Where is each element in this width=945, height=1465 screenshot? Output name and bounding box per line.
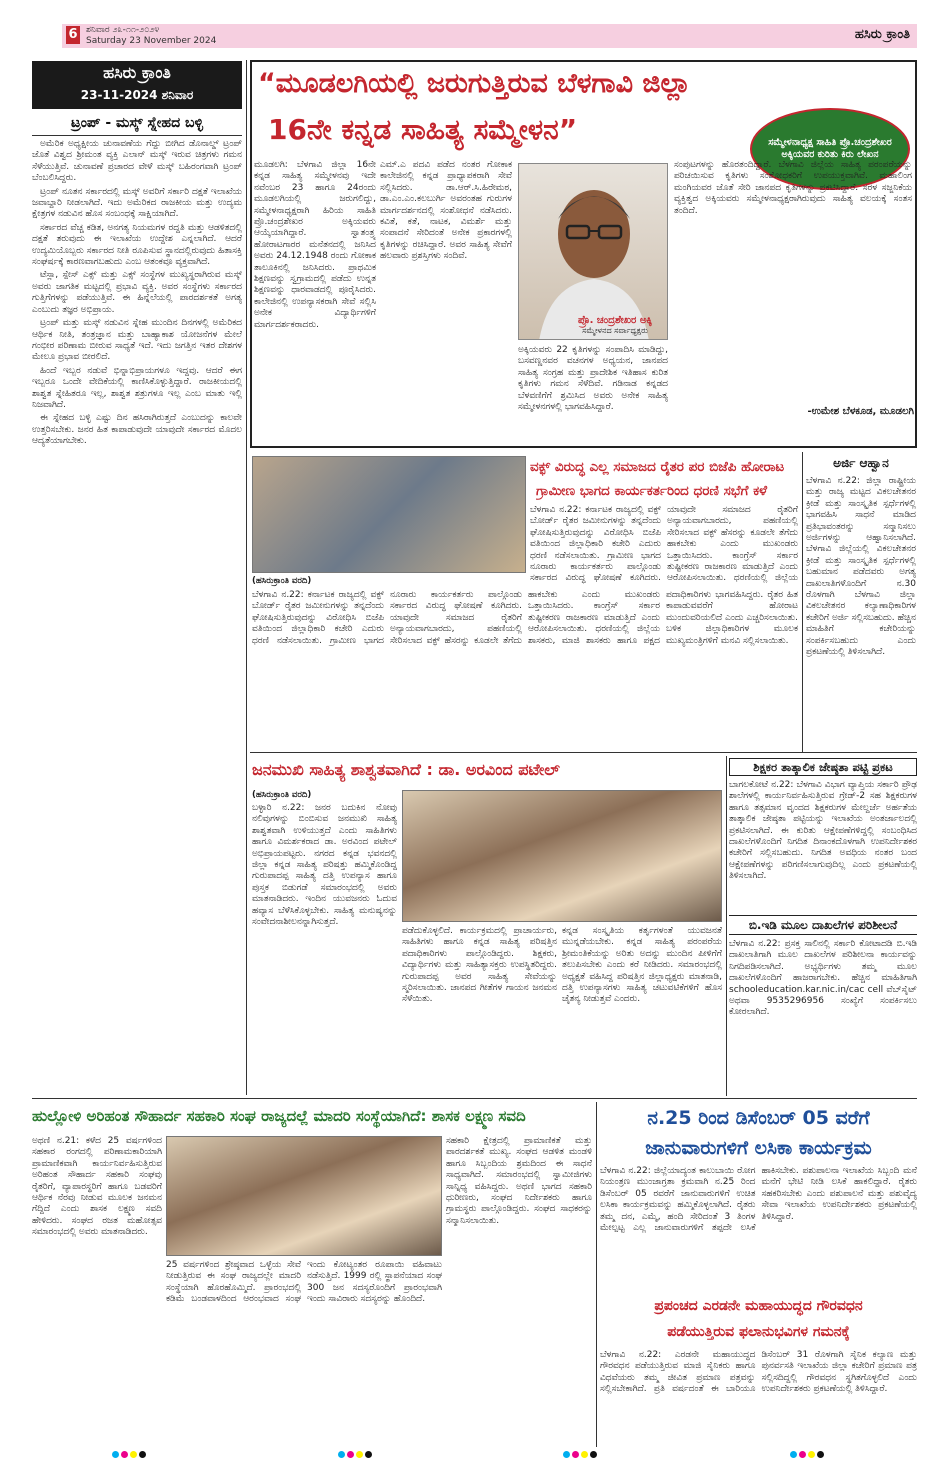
masthead-title: ಹಸಿರು ಕ್ರಾಂತಿ [103,63,171,82]
lasika-title-line1: ನ.25 ರಿಂದ ಡಿಸೆಂಬರ್ 05 ವರೆಗೆ [647,1107,870,1129]
column-divider [596,1102,597,1447]
lead-byline: -ಉಮೇಶ ಬೆಳಕೂಡ, ಮೂಡಲಗಿ [807,406,914,417]
bed-body: ಬೆಳಗಾವಿ ನ.22: ಪ್ರಸಕ್ತ ಸಾಲಿನಲ್ಲಿ ಸರ್ಕಾರಿ ಕೋಟಾದಡಿ ಬಿ.ಇಡಿ ದಾಖಲಾತಿಗಾಗಿ ಮೂಲ ದಾಖಲೆಗಳ ಪರಿಶೀಲನಾ ಕಾರ್ಯವನ್ನು ನಿಗದಿಪಡಿಸಲಾಗಿದೆ. ಅಭ್ಯರ್ಥಿಗಳು ತಮ್ಮ ಮೂಲ ದಾಖಲೆಗಳೊಂದಿಗೆ ಹಾಜರಾಗಬೇಕು. ಹೆಚ್ಚಿನ ಮಾಹಿತಿಗಾಗಿ schooleducation.kar.nic.in/cac cell ವೆಬ್‌ಸೈಟ್ ಅಥವಾ 9535296956 ಸಂಖ್ಯೆಗೆ ಸಂಪರ್ಕಿಸಲು ಕೋರಲಾಗಿದೆ. [729,939,917,1018]
column-divider [726,756,727,1096]
lasika-body: ಬೆಳಗಾವಿ ನ.22: ಜಿಲ್ಲೆಯಾದ್ಯಂತ ಕಾಲುಬಾಯಿ ರೋಗ ನಿಯಂತ್ರಣ ಮುಂಜಾಗ್ರತಾ ಕ್ರಮವಾಗಿ ನ.25 ರಿಂದ ಡಿಸೆಂಬರ್ 05 ರವರೆಗೆ ಜಾನುವಾರುಗಳಿಗೆ ಉಚಿತ ಲಸಿಕಾ ಕಾರ್ಯಕ್ರಮವನ್ನು ಹಮ್ಮಿಕೊಳ್ಳಲಾಗಿದೆ. ರೈತರು ತಮ್ಮ ದನ, ಎಮ್ಮೆ, ಹಂದಿ ಸೇರಿದಂತೆ 3 ತಿಂಗಳ ಮೇಲ್ಪಟ್ಟ ಎಲ್ಲ ಜಾನುವಾರುಗಳಿಗೆ ತಪ್ಪದೇ ಲಸಿಕೆ ಹಾಕಿಸಬೇಕು. ಪಶುಪಾಲನಾ ಇಲಾಖೆಯ ಸಿಬ್ಬಂದಿ ಮನೆ ಮನೆಗೆ ಭೇಟಿ ನೀಡಿ ಲಸಿಕೆ ಹಾಕಲಿದ್ದಾರೆ. ರೈತರು ಸಹಕರಿಸಬೇಕು ಎಂದು ಪಶುಪಾಲನೆ ಮತ್ತು ಪಶುವೈದ್ಯ ಸೇವಾ ಇಲಾಖೆಯ ಉಪನಿರ್ದೇಶಕರು ಪ್ರಕಟಣೆಯಲ್ಲಿ ತಿಳಿಸಿದ್ದಾರೆ. [600,1166,917,1234]
masthead-date: 23-11-2024 ಶನಿವಾರ [80,88,194,102]
editorial-para: ಹಿಂದೆ ಇಬ್ಬರ ನಡುವೆ ಭಿನ್ನಾಭಿಪ್ರಾಯಗಳೂ ಇದ್ದವು. ಆದರೆ ಈಗ ಇಬ್ಬರೂ ಒಂದೇ ವೇದಿಕೆಯಲ್ಲಿ ಕಾಣಿಸಿಕೊಳ್ಳುತ್ತಿದ್ದಾರೆ. ರಾಜಕೀಯದಲ್ಲಿ ಶಾಶ್ವತ ಸ್ನೇಹಿತರೂ ಇಲ್ಲ, ಶಾಶ್ವತ ಶತ್ರುಗಳೂ ಇಲ್ಲ ಎಂಬ ಮಾತು ಇಲ್ಲಿ ನಿಜವಾಗಿದೆ. [32,365,242,410]
sahitya-col-3: ಕನ್ನಡ ಸಂಸ್ಕೃತಿಯ ಕರ್ತೃಗಳಂತೆ ಯುವಜನತೆ ಮುನ್ನಡೆಯಬೇಕು. ಕನ್ನಡ ಸಾಹಿತ್ಯ ಪರಂಪರೆಯ ಶ್ರೀಮಂತಿಕೆಯನ್ನು ಅರಿತು ಅದನ್ನು ಮುಂದಿನ ಪೀಳಿಗೆಗೆ ತಲುಪಿಸಬೇಕು ಎಂದು ಕರೆ ನೀಡಿದರು. ಸಮಾರಂಭದಲ್ಲಿ ಅಧ್ಯಕ್ಷತೆ ವಹಿಸಿದ್ದ ಪರಿಷತ್ತಿನ ಜಿಲ್ಲಾಧ್ಯಕ್ಷರು ಮಾತನಾಡಿ, ದತ್ತಿ ಉಪನ್ಯಾಸಗಳು ಸಾಹಿತ್ಯ ಚಟುವಟಿಕೆಗಳಿಗೆ ಹೊಸ ಚೈತನ್ಯ ನೀಡುತ್ತವೆ ಎಂದರು. [562,926,722,1005]
hallolli-col-1: ಅಥಣಿ ನ.21: ಕಳೆದ 25 ವರ್ಷಗಳಿಂದ ಸಹಕಾರ ರಂಗದಲ್ಲಿ ಪರಿಣಾಮಕಾರಿಯಾಗಿ ಪ್ರಾಮಾಣಿಕವಾಗಿ ಕಾರ್ಯನಿರ್ವಹಿಸುತ್ತಿರುವ ಅರಿಹಂತ ಸೌಹಾರ್ದ ಸಹಕಾರಿ ಸಂಘವು ರೈತರಿಗೆ, ವ್ಯಾಪಾರಸ್ಥರಿಗೆ ಹಾಗೂ ಬಡವರಿಗೆ ಆರ್ಥಿಕ ನೆರವು ನೀಡುವ ಮೂಲಕ ಜನಮನ ಗೆದ್ದಿದೆ ಎಂದು ಶಾಸಕ ಲಕ್ಷ್ಮಣ ಸವದಿ ಹೇಳಿದರು. ಸಂಘದ ರಜತ ಮಹೋತ್ಸವ ಸಮಾರಂಭದಲ್ಲಿ ಅವರು ಮಾತನಾಡಿದರು. [32,1136,162,1238]
lead-photo-caption [560,315,670,345]
war-title-line2: ಪಡೆಯುತ್ತಿರುವ ಫಲಾನುಭವಿಗಳ ಗಮನಕ್ಕೆ [667,1324,850,1340]
lasika-title-line2: ಜಾನುವಾರುಗಳಿಗೆ ಲಸಿಕಾ ಕಾರ್ಯಕ್ರಮ [645,1137,872,1159]
lead-author-photo [518,163,668,340]
editorial-para: ಈ ಸ್ನೇಹದ ಬಳ್ಳಿ ಎಷ್ಟು ದಿನ ಹಸಿರಾಗಿರುತ್ತದೆ ಎಂಬುದನ್ನು ಕಾಲವೇ ಉತ್ತರಿಸಬೇಕು. ಜನರ ಹಿತ ಕಾಪಾಡುವುದೇ ಯಾವುದೇ ಸರ್ಕಾರದ ಮೊದಲ ಆದ್ಯತೆಯಾಗಬೇಕು. [32,413,242,447]
bjp-body: ಬೆಳಗಾವಿ ನ.22: ಕರ್ನಾಟಕ ರಾಜ್ಯದಲ್ಲಿ ವಕ್ಫ್ ಬೋರ್ಡ್ ರೈತರ ಜಮೀನುಗಳನ್ನು ತನ್ನದೆಂದು ಘೋಷಿಸುತ್ತಿರುವುದನ್ನು ವಿರೋಧಿಸಿ ಬಿಜೆಪಿ ವತಿಯಿಂದ ಜಿಲ್ಲಾಧಿಕಾರಿ ಕಚೇರಿ ಎದುರು ಧರಣಿ ನಡೆಸಲಾಯಿತು. ಗ್ರಾಮೀಣ ಭಾಗದ ನೂರಾರು ಕಾರ್ಯಕರ್ತರು ಪಾಲ್ಗೊಂಡು ಸರ್ಕಾರದ ವಿರುದ್ಧ ಘೋಷಣೆ ಕೂಗಿದರು. ಯಾವುದೇ ಸಮಾಜದ ರೈತರಿಗೆ ಅನ್ಯಾಯವಾಗಬಾರದು, ಪಹಣಿಯಲ್ಲಿ ಸೇರಿಸಲಾದ ವಕ್ಫ್ ಹೆಸರನ್ನು ಕೂಡಲೇ ತೆಗೆದು ಹಾಕಬೇಕು ಎಂದು ಮುಖಂಡರು ಒತ್ತಾಯಿಸಿದರು. ಕಾಂಗ್ರೆಸ್ ಸರ್ಕಾರ ತುಷ್ಟೀಕರಣ ರಾಜಕಾರಣ ಮಾಡುತ್ತಿದೆ ಎಂದು ಆರೋಪಿಸಲಾಯಿತು. ಧರಣಿಯಲ್ಲಿ ಜಿಲ್ಲೆಯ ಶಾಸಕರು, ಮಾಜಿ ಶಾಸಕರು ಹಾಗೂ ಪಕ್ಷದ ಪದಾಧಿಕಾರಿಗಳು ಭಾಗವಹಿಸಿದ್ದರು. ರೈತರ ಹಿತ ಕಾಪಾಡುವವರೆಗೆ ಹೋರಾಟ ಮುಂದುವರಿಯಲಿದೆ ಎಂದು ಎಚ್ಚರಿಸಲಾಯಿತು. ಬಳಿಕ ಜಿಲ್ಲಾಧಿಕಾರಿಗಳ ಮೂಲಕ ಮುಖ್ಯಮಂತ್ರಿಗಳಿಗೆ ಮನವಿ ಸಲ್ಲಿಸಲಾಯಿತು. [252,590,798,646]
sahitya-col-1: ಬಳ್ಳಾರಿ ನ.22: ಜನರ ಬದುಕಿನ ನೋವು ನಲಿವುಗಳನ್ನು ಬಿಂಬಿಸುವ ಜನಮುಖಿ ಸಾಹಿತ್ಯ ಶಾಶ್ವತವಾಗಿ ಉಳಿಯುತ್ತದೆ ಎಂದು ಸಾಹಿತಿಗಳು ಹಾಗೂ ವಿಮರ್ಶಕರಾದ ಡಾ. ಅರವಿಂದ ಪಟೇಲ್ ಅಭಿಪ್ರಾಯಪಟ್ಟರು. ನಗರದ ಕನ್ನಡ ಭವನದಲ್ಲಿ ಜಿಲ್ಲಾ ಕನ್ನಡ ಸಾಹಿತ್ಯ ಪರಿಷತ್ತು ಹಮ್ಮಿಕೊಂಡಿದ್ದ ಗುರುಪಾದಪ್ಪ ಸಾಹಿತ್ಯ ದತ್ತಿ ಉಪನ್ಯಾಸ ಹಾಗೂ ಪುಸ್ತಕ ಬಿಡುಗಡೆ ಸಮಾರಂಭದಲ್ಲಿ ಅವರು ಮಾತನಾಡಿದರು. ಇಂದಿನ ಯುವಜನರು ಓದುವ ಹವ್ಯಾಸ ಬೆಳೆಸಿಕೊಳ್ಳಬೇಕು. ಸಾಹಿತ್ಯ ಮನುಷ್ಯನನ್ನು ಸಂವೇದನಾಶೀಲನನ್ನಾಗಿಸುತ್ತದೆ. [252,803,397,928]
header-date-kn: ಶನಿವಾರ ೨೩-೧೧-೨೦೨೪ [86,25,160,35]
war-body: ಬೆಳಗಾವಿ ನ.22: ಎರಡನೇ ಮಹಾಯುದ್ಧದ ಗೌರವಧನ ಪಡೆಯುತ್ತಿರುವ ಮಾಜಿ ಸೈನಿಕರು ಹಾಗೂ ವಿಧವೆಯರು ತಮ್ಮ ಜೀವಿತ ಪ್ರಮಾಣ ಪತ್ರವನ್ನು ಸಲ್ಲಿಸಬೇಕಾಗಿದೆ. ಪ್ರತಿ ವರ್ಷದಂತೆ ಈ ಬಾರಿಯೂ ಡಿಸೆಂಬರ್ 31 ರೊಳಗಾಗಿ ಸೈನಿಕ ಕಲ್ಯಾಣ ಮತ್ತು ಪುನರ್ವಸತಿ ಇಲಾಖೆಯ ಜಿಲ್ಲಾ ಕಚೇರಿಗೆ ಪ್ರಮಾಣ ಪತ್ರ ಸಲ್ಲಿಸದಿದ್ದಲ್ಲಿ ಗೌರವಧನ ಸ್ಥಗಿತಗೊಳ್ಳಲಿದೆ ಎಂದು ಉಪನಿರ್ದೇಶಕರು ಪ್ರಕಟಣೆಯಲ್ಲಿ ತಿಳಿಸಿದ್ದಾರೆ. [600,1350,917,1395]
header-date-en: Saturday 23 November 2024 [86,36,217,46]
bjp-body-top-text: ಬೆಳಗಾವಿ ನ.22: ಕರ್ನಾಟಕ ರಾಜ್ಯದಲ್ಲಿ ವಕ್ಫ್ ಬೋರ್ಡ್ ರೈತರ ಜಮೀನುಗಳನ್ನು ತನ್ನದೆಂದು ಘೋಷಿಸುತ್ತಿರುವುದನ್ನು ವಿರೋಧಿಸಿ ಬಿಜೆಪಿ ವತಿಯಿಂದ ಜಿಲ್ಲಾಧಿಕಾರಿ ಕಚೇರಿ ಎದುರು ಧರಣಿ ನಡೆಸಲಾಯಿತು. ಗ್ರಾಮೀಣ ಭಾಗದ ನೂರಾರು ಕಾರ್ಯಕರ್ತರು ಪಾಲ್ಗೊಂಡು ಸರ್ಕಾರದ ವಿರುದ್ಧ ಘೋಷಣೆ ಕೂಗಿದರು. ಯಾವುದೇ ಸಮಾಜದ ರೈತರಿಗೆ ಅನ್ಯಾಯವಾಗಬಾರದು, ಪಹಣಿಯಲ್ಲಿ ಸೇರಿಸಲಾದ ವಕ್ಫ್ ಹೆಸರನ್ನು ಕೂಡಲೇ ತೆಗೆದು ಹಾಕಬೇಕು ಎಂದು ಮುಖಂಡರು ಒತ್ತಾಯಿಸಿದರು. ಕಾಂಗ್ರೆಸ್ ಸರ್ಕಾರ ತುಷ್ಟೀಕರಣ ರಾಜಕಾರಣ ಮಾಡುತ್ತಿದೆ ಎಂದು ಆರೋಪಿಸಲಾಯಿತು. ಧರಣಿಯಲ್ಲಿ ಜಿಲ್ಲೆಯ [530,505,798,584]
protest-photo [252,456,526,573]
hallolli-photo [166,1136,442,1256]
caption-role: ಸಮ್ಮೇಳನದ ಸರ್ವಾಧ್ಯಕ್ಷರು [582,326,648,335]
teacher-title: ಶಿಕ್ಷಕರ ತಾತ್ಕಾಲಿಕ ಜೇಷ್ಠತಾ ಪಟ್ಟಿ ಪ್ರಕಟ [729,758,917,776]
teacher-body: ಬಾಗಲಕೋಟೆ ನ.22: ಬೆಳಗಾವಿ ವಿಭಾಗ ವ್ಯಾಪ್ತಿಯ ಸರ್ಕಾರಿ ಪ್ರೌಢ ಶಾಲೆಗಳಲ್ಲಿ ಕಾರ್ಯನಿರ್ವಹಿಸುತ್ತಿರುವ ಗ್ರೇಡ್-2 ಸಹ ಶಿಕ್ಷಕರುಗಳ ಹಾಗೂ ತತ್ಸಮಾನ ವೃಂದದ ಶಿಕ್ಷಕರುಗಳ ಮೇಲ್ದರ್ಜೆ ಅರ್ಹತೆಯ ತಾತ್ಕಾಲಿಕ ಜೇಷ್ಠತಾ ಪಟ್ಟಿಯನ್ನು ಇಲಾಖೆಯ ಅಂತರ್ಜಾಲದಲ್ಲಿ ಪ್ರಕಟಿಸಲಾಗಿದೆ. ಈ ಕುರಿತು ಆಕ್ಷೇಪಣೆಗಳಿದ್ದಲ್ಲಿ ಸಂಬಂಧಿಸಿದ ದಾಖಲೆಗಳೊಂದಿಗೆ ನಿಗದಿತ ದಿನಾಂಕದೊಳಗಾಗಿ ಉಪನಿರ್ದೇಶಕರ ಕಚೇರಿಗೆ ಸಲ್ಲಿಸಬಹುದು. ನಿಗದಿತ ಅವಧಿಯ ನಂತರ ಬಂದ ಆಕ್ಷೇಪಣೆಗಳನ್ನು ಪರಿಗಣಿಸಲಾಗುವುದಿಲ್ಲ ಎಂದು ಪ್ರಕಟಣೆಯಲ್ಲಿ ತಿಳಿಸಲಾಗಿದೆ. [729,780,917,882]
bjp-dateline: (ಹಸಿರುಕ್ರಾಂತಿ ವರದಿ) [252,576,312,586]
column-divider [246,60,247,1095]
lead-col-4: ಸಂಪುಟಗಳನ್ನು ಹೊರತಂದಿದ್ದಾರೆ. ಬೆಳಗಾವಿ ಜಿಲ್ಲೆಯ ಸಾಹಿತ್ಯ ಪರಂಪರೆಯನ್ನು ಪರಿಚಯಿಸುವ ಕೃತಿಗಳು ಸಂಶೋಧಕರಿಗೆ ಉಪಯುಕ್ತವಾಗಿವೆ. ಮಹಾಲಿಂಗ ಮಂಗಿಯವರ ಜೊತೆ ಸೇರಿ ಜಾನಪದ ಕೃತಿಗಳನ್ನು ಪ್ರಕಟಿಸಿದ್ದಾರೆ. ಸರಳ ಸಜ್ಜನಿಕೆಯ ವ್ಯಕ್ತಿತ್ವದ ಅಕ್ಕಿಯವರು ಸಮ್ಮೇಳನಾಧ್ಯಕ್ಷರಾಗಿರುವುದು ಸಾಹಿತ್ಯ ವಲಯಕ್ಕೆ ಸಂತಸ ತಂದಿದೆ. [674,160,912,216]
registration-marks [338,1451,378,1460]
sahitya-dateline: (ಹಸಿರುಕ್ರಾಂತಿ ವರದಿ) [252,790,312,800]
lead-col-2: ಎಮ್.ಎ ಪದವಿ ಪಡೆದ ನಂತರ ಗೋಕಾಕ ಕಾಲೇಜಿನಲ್ಲಿ ಕನ್ನಡ ಪ್ರಾಧ್ಯಾಪಕರಾಗಿ ಸೇವೆ ಸಲ್ಲಿಸಿದರು. ಡಾ.ಆರ್.ಸಿ.ಹಿರೇಮಠ, ಡಾ.ಎಂ.ಎಂ.ಕಲಬುರ್ಗಿ ಅವರಂತಹ ಗುರುಗಳ ಮಾರ್ಗದರ್ಶನದಲ್ಲಿ ಸಂಶೋಧನೆ ನಡೆಸಿದರು. ಕವಿತೆ, ಕತೆ, ನಾಟಕ, ವಿಮರ್ಶೆ ಮತ್ತು ಸಂಪಾದನೆ ಸೇರಿದಂತೆ ಅನೇಕ ಪ್ರಕಾರಗಳಲ್ಲಿ ಕೃತಿಗಳನ್ನು ರಚಿಸಿದ್ದಾರೆ. ಅವರ ಸಾಹಿತ್ಯ ಸೇವೆಗೆ ಹಲವಾರು ಪ್ರಶಸ್ತಿಗಳು ಸಂದಿವೆ. [380,160,512,262]
sahitya-col-2: ಪಡೆದುಕೊಳ್ಳಲಿದೆ. ಕಾರ್ಯಕ್ರಮದಲ್ಲಿ ಪ್ರಾಚಾರ್ಯರು, ಸಾಹಿತಿಗಳು ಹಾಗೂ ಕನ್ನಡ ಸಾಹಿತ್ಯ ಪರಿಷತ್ತಿನ ಪದಾಧಿಕಾರಿಗಳು ಪಾಲ್ಗೊಂಡಿದ್ದರು. ಶಿಕ್ಷಕರು, ವಿದ್ಯಾರ್ಥಿಗಳು ಮತ್ತು ಸಾಹಿತ್ಯಾಸಕ್ತರು ಉಪಸ್ಥಿತರಿದ್ದರು. ಗುರುಪಾದಪ್ಪ ಅವರ ಸಾಹಿತ್ಯ ಸೇವೆಯನ್ನು ಸ್ಮರಿಸಲಾಯಿತು. ಜಾನಪದ ಗೀತೆಗಳ ಗಾಯನ ಜನಮನ ಸೆಳೆಯಿತು. [402,926,557,1005]
lead-title-line1: “ಮೂಡಲಗಿಯಲ್ಲಿ ಜರುಗುತ್ತಿರುವ ಬೆಳಗಾವಿ ಜಿಲ್ಲಾ [258,68,691,99]
arji-body: ಬೆಳಗಾವಿ ನ.22: ಜಿಲ್ಲಾ ರಾಷ್ಟ್ರೀಯ ಮತ್ತು ರಾಜ್ಯ ಮಟ್ಟದ ವಿಕಲಚೇತನರ ಕ್ರೀಡೆ ಮತ್ತು ಸಾಂಸ್ಕೃತಿಕ ಸ್ಪರ್ಧೆಗಳಲ್ಲಿ ಭಾಗವಹಿಸಿ ಸಾಧನೆ ಮಾಡಿದ ಪ್ರತಿಭಾವಂತರನ್ನು ಸನ್ಮಾನಿಸಲು ಅರ್ಜಿಗಳನ್ನು ಆಹ್ವಾನಿಸಲಾಗಿದೆ. ಬೆಳಗಾವಿ ಜಿಲ್ಲೆಯಲ್ಲಿ ವಿಕಲಚೇತನರ ಕ್ರೀಡೆ ಮತ್ತು ಸಾಂಸ್ಕೃತಿಕ ಸ್ಪರ್ಧೆಗಳಲ್ಲಿ ಬಹುಮಾನ ಪಡೆದವರು ಅಗತ್ಯ ದಾಖಲಾತಿಗಳೊಂದಿಗೆ ನ.30 ರೊಳಗಾಗಿ ಬೆಳಗಾವಿ ಜಿಲ್ಲಾ ವಿಕಲಚೇತನರ ಕಲ್ಯಾಣಾಧಿಕಾರಿಗಳ ಕಚೇರಿಗೆ ಅರ್ಜಿ ಸಲ್ಲಿಸಬಹುದು. ಹೆಚ್ಚಿನ ಮಾಹಿತಿಗೆ ಕಚೇರಿಯನ್ನು ಸಂಪರ್ಕಿಸಬಹುದು ಎಂದು ಪ್ರಕಟಣೆಯಲ್ಲಿ ತಿಳಿಸಲಾಗಿದೆ. [806,476,916,658]
editorial-body [32,139,242,1094]
header-paper-name: ಹಸಿರು ಕ್ರಾಂತಿ [854,27,910,42]
hallolli-col-3: ಸಹಕಾರಿ ಕ್ಷೇತ್ರದಲ್ಲಿ ಪ್ರಾಮಾಣಿಕತೆ ಮತ್ತು ಪಾರದರ್ಶಕತೆ ಮುಖ್ಯ. ಸಂಘದ ಆಡಳಿತ ಮಂಡಳಿ ಹಾಗೂ ಸಿಬ್ಬಂದಿಯ ಶ್ರಮದಿಂದ ಈ ಸಾಧನೆ ಸಾಧ್ಯವಾಗಿದೆ. ಸಮಾರಂಭದಲ್ಲಿ ಸ್ವಾಮೀಜಿಗಳು ಸಾನ್ನಿಧ್ಯ ವಹಿಸಿದ್ದರು. ಅಥಣಿ ಭಾಗದ ಸಹಕಾರಿ ಧುರೀಣರು, ಸಂಘದ ನಿರ್ದೇಶಕರು ಹಾಗೂ ಗ್ರಾಮಸ್ಥರು ಪಾಲ್ಗೊಂಡಿದ್ದರು. ಸಂಘದ ಸಾಧಕರನ್ನು ಸನ್ಮಾನಿಸಲಾಯಿತು. [446,1136,592,1226]
divider [32,1098,917,1099]
registration-marks [112,1451,152,1460]
hallolli-col-2: 25 ವರ್ಷಗಳಿಂದ ಶ್ರೇಷ್ಠವಾದ ಒಳ್ಳೆಯ ಸೇವೆ ನೀಡುತ್ತಿರುವ ಈ ಸಂಘ ರಾಜ್ಯದಲ್ಲೇ ಮಾದರಿ ಸಂಸ್ಥೆಯಾಗಿ ಹೊರಹೊಮ್ಮಿದೆ. ಪ್ರಾರಂಭದಲ್ಲಿ ಕಡಿಮೆ ಬಂಡವಾಳದಿಂದ ಆರಂಭವಾದ ಸಂಘ ಇಂದು ಕೋಟ್ಯಂತರ ರೂಪಾಯಿ ವಹಿವಾಟು ನಡೆಸುತ್ತಿದೆ. 1999 ರಲ್ಲಿ ಸ್ಥಾಪನೆಯಾದ ಸಂಘ 300 ಜನ ಸದಸ್ಯರೊಂದಿಗೆ ಪ್ರಾರಂಭವಾಗಿ ಇಂದು ಸಾವಿರಾರು ಸದಸ್ಯರನ್ನು ಹೊಂದಿದೆ. [166,1260,442,1305]
editorial-para: ಟ್ರಂಪ್ ನೂತನ ಸರ್ಕಾರದಲ್ಲಿ ಮಸ್ಕ್ ಅವರಿಗೆ ಸರ್ಕಾರಿ ದಕ್ಷತೆ ಇಲಾಖೆಯ ಜವಾಬ್ದಾರಿ ನೀಡಲಾಗಿದೆ. ಇದು ಅಮೆರಿಕದ ರಾಜಕೀಯ ಮತ್ತು ಉದ್ಯಮ ಕ್ಷೇತ್ರಗಳ ನಡುವಿನ ಹೊಸ ಸಂಬಂಧಕ್ಕೆ ಸಾಕ್ಷಿಯಾಗಿದೆ. [32,186,242,220]
sahitya-title: ಜನಮುಖಿ ಸಾಹಿತ್ಯ ಶಾಶ್ವತವಾಗಿದೆ : ಡಾ. ಅರವಿಂದ ಪಟೇಲ್ [252,760,560,779]
column-divider [802,452,803,752]
lead-bubble-text: ಸಮ್ಮೇಳನಾಧ್ಯಕ್ಷ ಸಾಹಿತಿ ಪ್ರೊ.ಚಂದ್ರಶೇಖರ ಅಕ್ಕಿಯವರ ಕುರಿತು ಕಿರು ಲೇಖನ [768,137,892,160]
arji-title: ಅರ್ಜಿ ಆಹ್ವಾನ [833,456,889,470]
registration-marks [563,1451,603,1460]
divider [250,752,917,753]
lead-col-1: ಮೂಡಲಗಿ: ಬೆಳಗಾವಿ ಜಿಲ್ಲಾ 16ನೇ ಕನ್ನಡ ಸಾಹಿತ್ಯ ಸಮ್ಮೇಳನವು ಇದೇ ನವೆಂಬರ 23 ಹಾಗೂ 24ರಂದು ಮೂಡಲಗಿಯಲ್ಲಿ ಜರುಗಲಿದ್ದು, ಸಮ್ಮೇಳನಾಧ್ಯಕ್ಷರಾಗಿ ಹಿರಿಯ ಸಾಹಿತಿ ಪ್ರೊ.ಚಂದ್ರಶೇಖರ ಅಕ್ಕಿಯವರು ಆಯ್ಕೆಯಾಗಿದ್ದಾರೆ. ಸ್ವಾತಂತ್ರ್ಯ ಹೋರಾಟಗಾರರ ಮನೆತನದಲ್ಲಿ ಜನಿಸಿದ ಅವರು 24.12.1948 ರಂದು ಗೋಕಾಕ ತಾಲೂಕಿನಲ್ಲಿ ಜನಿಸಿದರು. ಪ್ರಾಥಮಿಕ ಶಿಕ್ಷಣವನ್ನು ಸ್ವಗ್ರಾಮದಲ್ಲಿ ಪಡೆದು ಉನ್ನತ ಶಿಕ್ಷಣವನ್ನು ಧಾರವಾಡದಲ್ಲಿ ಪೂರೈಸಿದರು. ಕಾಲೇಜಿನಲ್ಲಿ ಉಪನ್ಯಾಸಕರಾಗಿ ಸೇವೆ ಸಲ್ಲಿಸಿ ಅನೇಕ ವಿದ್ಯಾರ್ಥಿಗಳಿಗೆ ಮಾರ್ಗದರ್ಶಕರಾದರು. [254,160,376,330]
registration-marks [790,1451,830,1460]
bjp-title-line2: ಗ್ರಾಮೀಣ ಭಾಗದ ಕಾರ್ಯಕರ್ತರಿಂದ ಧರಣಿ ಸಭೆಗೆ ಕಳೆ [536,483,768,499]
bed-title: ಬಿ.ಇಡಿ ಮೂಲ ದಾಖಲೆಗಳ ಪರಿಶೀಲನೆ [729,915,917,935]
lead-title-line2: 16ನೇ ಕನ್ನಡ ಸಾಹಿತ್ಯ ಸಮ್ಮೇಳನ” [268,113,578,146]
page-number: 6 [66,26,80,44]
war-title-line1: ಪ್ರಪಂಚದ ಎರಡನೇ ಮಹಾಯುದ್ಧದ ಗೌರವಧನ [654,1298,863,1314]
editorial-para: ಟೆಸ್ಲಾ, ಸ್ಪೇಸ್ ಎಕ್ಸ್ ಮತ್ತು ಎಕ್ಸ್ ಸಂಸ್ಥೆಗಳ ಮುಖ್ಯಸ್ಥರಾಗಿರುವ ಮಸ್ಕ್ ಅವರು ಜಾಗತಿಕ ಮಟ್ಟದಲ್ಲಿ ಪ್ರಭಾವಿ ವ್ಯಕ್ತಿ. ಅವರ ಸಂಸ್ಥೆಗಳು ಸರ್ಕಾರದ ಗುತ್ತಿಗೆಗಳನ್ನು ಪಡೆಯುತ್ತಿವೆ. ಈ ಹಿನ್ನೆಲೆಯಲ್ಲಿ ಪಾರದರ್ಶಕತೆ ಅಗತ್ಯ ಎಂಬುದು ತಜ್ಞರ ಅಭಿಪ್ರಾಯ. [32,270,242,315]
hallolli-title: ಹುಲ್ಲೋಳಿ ಅರಿಹಂತ ಸೌಹಾರ್ದ ಸಹಕಾರಿ ಸಂಘ ರಾಜ್ಯದಲ್ಲೆ ಮಾದರಿ ಸಂಸ್ಥೆಯಾಗಿದೆ: ಶಾಸಕ ಲಕ್ಷ್ಮಣ ಸವದಿ [32,1107,526,1125]
portrait-graphic [519,164,668,340]
editorial-para: ಟ್ರಂಪ್ ಮತ್ತು ಮಸ್ಕ್ ನಡುವಿನ ಸ್ನೇಹ ಮುಂದಿನ ದಿನಗಳಲ್ಲಿ ಅಮೆರಿಕದ ಆರ್ಥಿಕ ನೀತಿ, ತಂತ್ರಜ್ಞಾನ ಮತ್ತು ಬಾಹ್ಯಾಕಾಶ ಯೋಜನೆಗಳ ಮೇಲೆ ಗಂಭೀರ ಪರಿಣಾಮ ಬೀರುವ ಸಾಧ್ಯತೆ ಇದೆ. ಇದು ಜಗತ್ತಿನ ಇತರ ದೇಶಗಳ ಮೇಲೂ ಪ್ರಭಾವ ಬೀರಲಿದೆ. [32,318,242,363]
editorial-masthead [32,61,242,109]
lead-col-3: ಅಕ್ಕಿಯವರು 22 ಕೃತಿಗಳನ್ನು ಸಂಪಾದಿಸಿ ಮಾಡಿದ್ದು, ಬಸವಣ್ಣನವರ ವಚನಗಳ ಅಧ್ಯಯನ, ಜಾನಪದ ಸಾಹಿತ್ಯ ಸಂಗ್ರಹ ಮತ್ತು ಪ್ರಾದೇಶಿಕ ಇತಿಹಾಸ ಕುರಿತ ಕೃತಿಗಳು ಗಮನ ಸೆಳೆದಿವೆ. ಗಡಿನಾಡ ಕನ್ನಡದ ಬೆಳವಣಿಗೆಗೆ ಶ್ರಮಿಸಿದ ಅವರು ಅನೇಕ ಸಾಹಿತ್ಯ ಸಮ್ಮೇಳನಗಳಲ್ಲಿ ಭಾಗವಹಿಸಿದ್ದಾರೆ. [518,345,668,413]
bjp-title-line1: ವಕ್ಫ್ ವಿರುದ್ಧ ಎಲ್ಲ ಸಮಾಜದ ರೈತರ ಪರ ಬಿಜೆಪಿ ಹೋರಾಟ [530,459,785,475]
editorial-title: ಟ್ರಂಪ್ - ಮಸ್ಕ್ ಸ್ನೇಹದ ಬಳ್ಳಿ [70,115,204,131]
editorial-para: ಸರ್ಕಾರದ ವೆಚ್ಚ ಕಡಿತ, ಅನಗತ್ಯ ನಿಯಮಗಳ ರದ್ದತಿ ಮತ್ತು ಆಡಳಿತದಲ್ಲಿ ದಕ್ಷತೆ ತರುವುದು ಈ ಇಲಾಖೆಯ ಉದ್ದೇಶ ಎನ್ನಲಾಗಿದೆ. ಆದರೆ ಉದ್ಯಮಿಯೊಬ್ಬರು ಸರ್ಕಾರದ ನೀತಿ ರೂಪಿಸುವ ಸ್ಥಾನದಲ್ಲಿರುವುದು ಹಿತಾಸಕ್ತಿ ಸಂಘರ್ಷಕ್ಕೆ ಕಾರಣವಾಗಬಹುದು ಎಂಬ ಆತಂಕವೂ ವ್ಯಕ್ತವಾಗಿದೆ. [32,222,242,268]
caption-name: ಪ್ರೊ. ಚಂದ್ರಶೇಖರ ಅಕ್ಕಿ [577,315,653,326]
bjp-body-top [530,505,798,585]
sahitya-photo [402,790,722,922]
editorial-para: ಅಮೆರಿಕ ಅಧ್ಯಕ್ಷೀಯ ಚುನಾವಣೆಯ ಗೆದ್ದು ಬೀಗಿದ ಡೊನಾಲ್ಡ್ ಟ್ರಂಪ್ ಜೊತೆ ವಿಶ್ವದ ಶ್ರೀಮಂತ ವ್ಯಕ್ತಿ ಎಲಾನ್ ಮಸ್ಕ್ ಇರುವ ಚಿತ್ರಗಳು ಗಮನ ಸೆಳೆಯುತ್ತಿವೆ. ಚುನಾವಣೆ ಪ್ರಚಾರದ ವೇಳೆ ಮಸ್ಕ್ ಬಹಿರಂಗವಾಗಿ ಟ್ರಂಪ್ ಬೆಂಬಲಿಸಿದ್ದರು. [32,139,242,184]
divider [32,135,242,136]
